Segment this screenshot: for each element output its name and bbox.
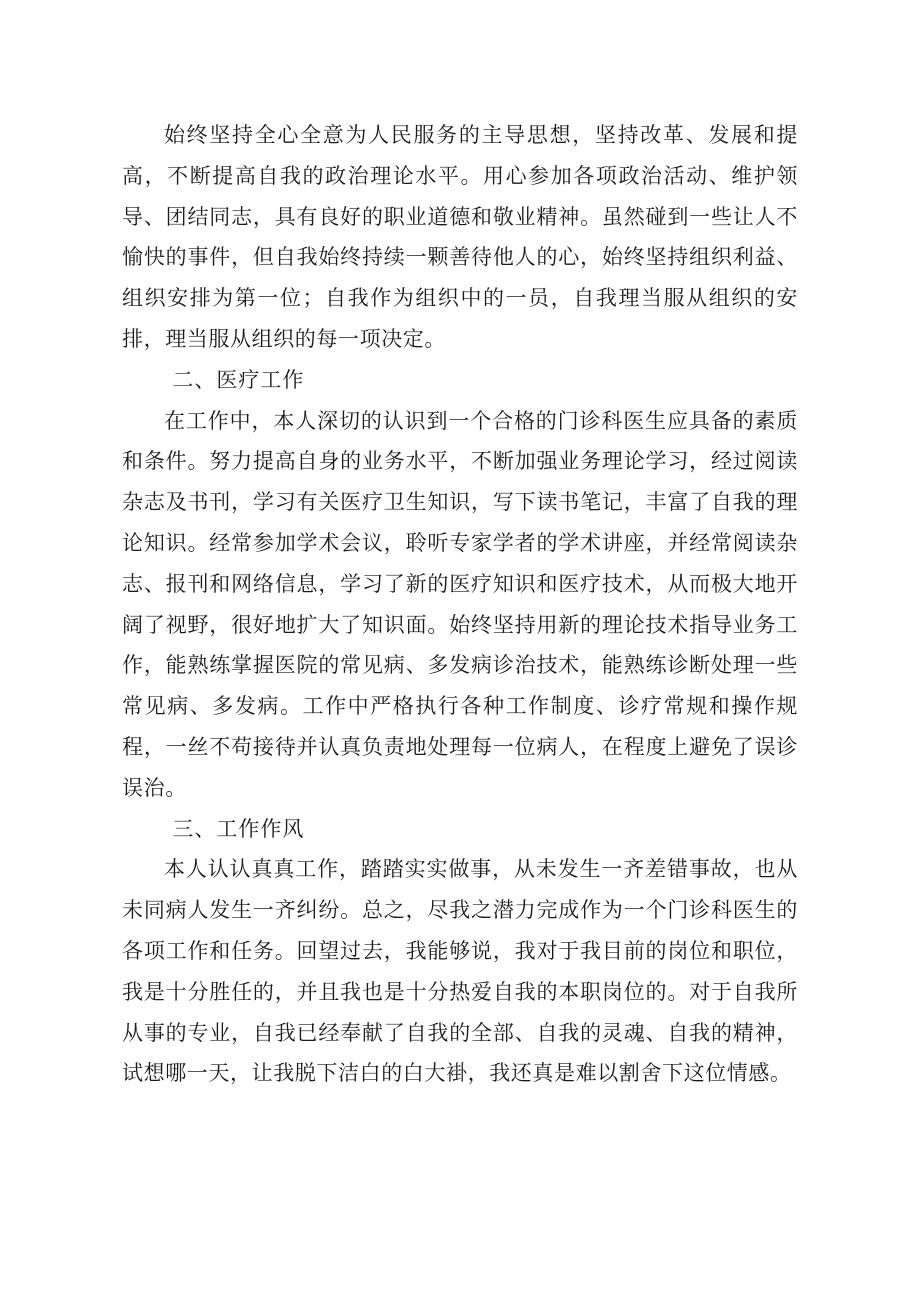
section-heading-work-style: 三、工作作风: [172, 816, 305, 841]
paragraph-political-thought: 始终坚持全心全意为人民服务的主导思想，坚持改革、发展和提高，不断提高自我的政治理论水平。用心参加各项政治活动、维护领导、团结同志，具有良好的职业道德和敬业精神。虽然碰到一些让人不愉快的事件，但自我始终持续一颗善待他人的心，始终坚持组织利益、组织安排为第一位；自我作为组织中的一员，自我理当服从组织的安排，理当服从组织的每一项决定。: [122, 123, 798, 351]
paragraph-medical-work: 在工作中，本人深切的认识到一个合格的门诊科医生应具备的素质和条件。努力提高自身的业务水平，不断加强业务理论学习，经过阅读杂志及书刊，学习有关医疗卫生知识，写下读书笔记，丰富了自我的理论知识。经常参加学术会议，聆听专家学者的学术讲座，并经常阅读杂志、报刊和网络信息，学习了新的医疗知识和医疗技术，从而极大地开阔了视野，很好地扩大了知识面。始终坚持用新的理论技术指导业务工作，能熟练掌握医院的常见病、多发病诊治技术，能熟练诊断处理一些常见病、多发病。工作中严格执行各种工作制度、诊疗常规和操作规程，一丝不苟接待并认真负责地处理每一位病人，在程度上避免了误诊误治。: [122, 408, 798, 800]
section-heading-medical-work: 二、医疗工作: [172, 367, 305, 392]
paragraph-work-style: 本人认认真真工作，踏踏实实做事，从未发生一齐差错事故，也从未同病人发生一齐纠纷。总之，尽我之潜力完成作为一个门诊科医生的各项工作和任务。回望过去，我能够说，我对于我目前的岗位和职位，我是十分胜任的，并且我也是十分热爱自我的本职岗位的。对于自我所从事的专业，自我已经奉献了自我的全部、自我的灵魂、自我的精神，试想哪一天，让我脱下洁白的白大褂，我还真是难以割舍下这位情感。: [122, 857, 798, 1086]
document-body: [122, 115, 798, 1094]
